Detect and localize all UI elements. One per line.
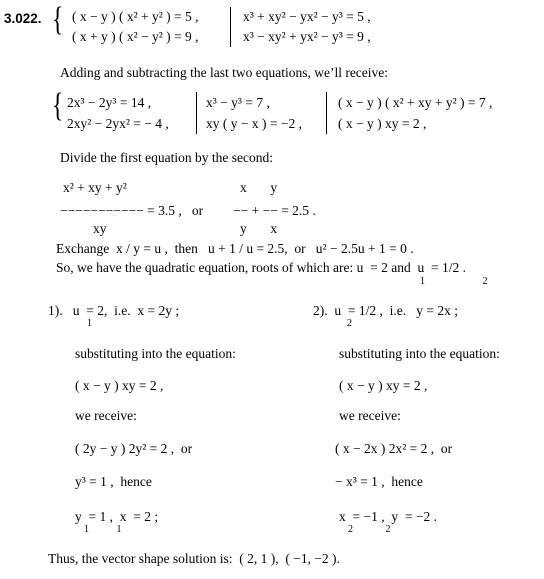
case2-receive: we receive:	[339, 408, 401, 423]
exchange-text: Exchange x / y = u , then u + 1 / u = 2.5, or u² − 2.5u + 1 = 0 .	[56, 241, 414, 256]
case2-eq: ( x − y ) xy = 2 ,	[339, 378, 428, 393]
conclusion-text: Thus, the vector shape solution is: ( 2, 1 ), ( −1, −2 ).	[48, 551, 340, 566]
case1-step: ( 2y − y ) 2y² = 2 , or	[75, 441, 193, 456]
separator-bar	[230, 7, 231, 47]
system2-a2: 2xy² − 2yx² = − 4 ,	[67, 116, 169, 131]
system1-right-eq1: x³ + xy² − yx² − y³ = 5 ,	[243, 9, 371, 24]
system1-left-eq1: ( x − y ) ( x² + y² ) = 5 ,	[72, 9, 199, 24]
case1-final-subscripts: 1 1	[84, 524, 122, 535]
system2-c1: ( x − y ) ( x² + xy + y² ) = 7 ,	[338, 95, 493, 110]
system2-b1: x³ − y³ = 7 ,	[206, 95, 270, 110]
adding-text: Adding and subtracting the last two equations, we’ll receive:	[60, 65, 389, 80]
case2-head: 2). u = 1/2 , i.e. y = 2x ;	[313, 303, 458, 318]
case1-head: 1). u = 2, i.e. x = 2y ;	[48, 303, 180, 318]
separator-bar	[196, 92, 197, 134]
case2-final: x = −1 , y = −2 .	[339, 509, 437, 524]
problem-number: 3.022.	[4, 11, 42, 26]
case1-head-subscript: 1	[87, 318, 92, 329]
left-brace-system1: {	[52, 1, 64, 38]
case1-eq: ( x − y ) xy = 2 ,	[75, 378, 164, 393]
system2-b2: xy ( y − x ) = −2 ,	[206, 116, 302, 131]
case1-result: y³ = 1 , hence	[75, 474, 152, 489]
case2-step: ( x − 2x ) 2x² = 2 , or	[335, 441, 453, 456]
fraction-right-numerator: x y	[240, 180, 278, 195]
case1-final: y = 1 , x = 2 ;	[75, 509, 159, 524]
case2-result: − x³ = 1 , hence	[335, 474, 423, 489]
divide-text: Divide the first equation by the second:	[60, 150, 273, 165]
fraction-left-denominator: xy	[93, 221, 107, 236]
system2-a1: 2x³ − 2y³ = 14 ,	[67, 95, 152, 110]
case2-final-subscripts: 2 2	[348, 524, 391, 535]
fraction-right-denominator: y x	[240, 221, 278, 236]
left-brace-system2: {	[52, 87, 64, 124]
case2-subst: substituting into the equation:	[339, 346, 500, 361]
fraction-left-numerator: x² + xy + y²	[63, 180, 127, 195]
quadratic-subscripts: 1 2	[420, 276, 488, 287]
fraction-right-bar: −− + −− = 2.5 .	[233, 203, 316, 218]
case1-subst: substituting into the equation:	[75, 346, 236, 361]
system1-right-eq2: x³ − xy² + yx² − y³ = 9 ,	[243, 29, 371, 44]
case1-receive: we receive:	[75, 408, 137, 423]
system1-left-eq2: ( x + y ) ( x² − y² ) = 9 ,	[72, 29, 199, 44]
case2-head-subscript: 2	[347, 318, 352, 329]
system2-c2: ( x − y ) xy = 2 ,	[338, 116, 427, 131]
fraction-left-bar: −−−−−−−−−−− = 3.5 , or	[60, 203, 204, 218]
separator-bar	[326, 92, 327, 134]
quadratic-text: So, we have the quadratic equation, roots of which are: u = 2 and u = 1/2 .	[56, 260, 466, 275]
